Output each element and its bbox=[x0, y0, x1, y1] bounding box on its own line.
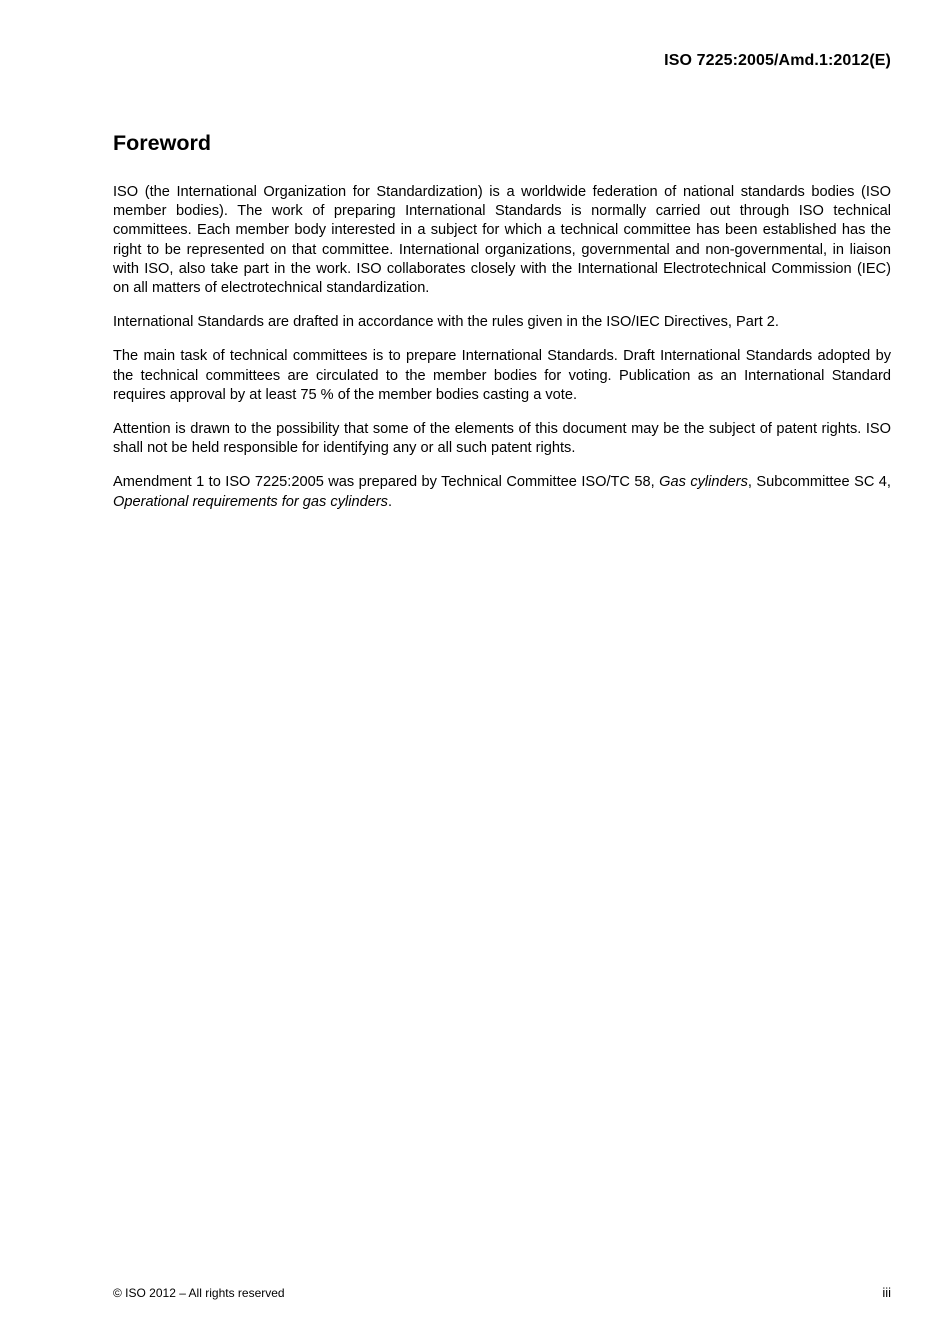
committee-name: Gas cylinders bbox=[659, 474, 748, 491]
amendment-text-part3: . bbox=[387, 493, 393, 510]
paragraph-directives: International Standards are drafted in accordance with the rules given in the ISO/IEC Directives, Part 2. bbox=[113, 314, 779, 331]
subcommittee-name: Operational requirements for gas cylinders bbox=[113, 493, 388, 510]
page-footer bbox=[113, 1285, 891, 1303]
paragraph-iso-intro: ISO (the International Organization for Standardization) is a worldwide federation of national standards bodies (ISO member bodies). The work of preparing International Standards is normally carried out through ISO technical committees. Each member body interested in a subject for which a technical committee has been established has the right to be represented on that committee. International organizations, governmental and non-governmental, in liaison with ISO, also take part in the work. ISO collaborates closely with the International Electrotechnical Commission (IEC) on all matters of electrotechnical standardization. bbox=[113, 184, 891, 297]
foreword-body bbox=[113, 183, 891, 527]
page-number: iii bbox=[882, 1285, 891, 1300]
paragraph-amendment bbox=[113, 473, 891, 511]
amendment-text-part2: , Subcommittee SC 4, bbox=[747, 474, 891, 491]
page-title: Foreword bbox=[113, 131, 211, 155]
amendment-text-part1: Amendment 1 to ISO 7225:2005 was prepared by Technical Committee ISO/TC 58, bbox=[113, 474, 660, 491]
paragraph-patent-rights: Attention is drawn to the possibility that some of the elements of this document may be the subject of patent rights. ISO shall not be held responsible for identifying any or all such patent rights. bbox=[113, 421, 891, 457]
copyright-notice: © ISO 2012 – All rights reserved bbox=[113, 1286, 285, 1300]
document-id: ISO 7225:2005/Amd.1:2012(E) bbox=[664, 52, 891, 69]
paragraph-committees-task: The main task of technical committees is to prepare International Standards. Draft International Standards adopted by the technical committees are circulated to the member bodies for voting. Publication as an International Standard requires approval by at least 75 % of the member bodies casting a vote. bbox=[113, 348, 891, 403]
